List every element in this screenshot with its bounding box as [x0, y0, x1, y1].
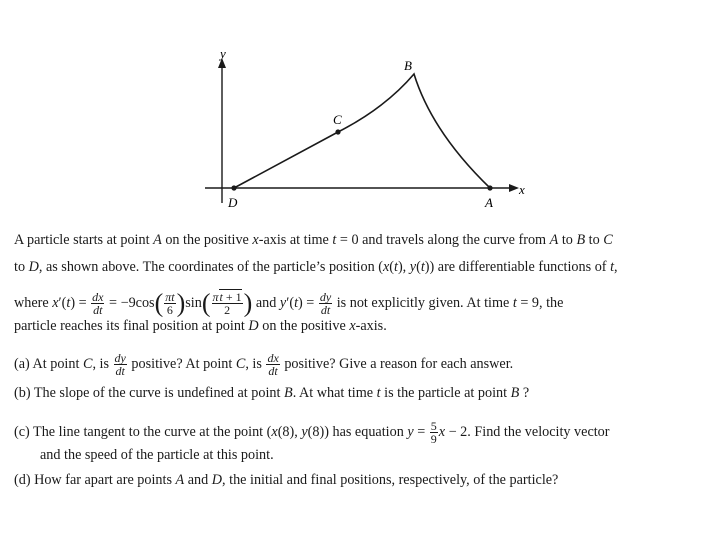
- part-b: (b) The slope of the curve is undefined at point B. At what time t is the particle at point B ?: [14, 385, 530, 401]
- particle-curve: [234, 74, 490, 188]
- part-c: (c) The line tangent to the curve at the point (x(8), y(8)) has equation y = $\frac{5}{9}$ x − 2. Find the velocity vector: [14, 419, 610, 446]
- label-D: D: [228, 195, 238, 210]
- label-A: A: [485, 195, 493, 210]
- problem-line-3: where x′(t) = $\frac{dx}{dt}$ = −9cos( $\frac{\pi t}{6}$ )sin( $\frac{\pi t + 1}{2}$ ) and y′(t) = $\frac{dy}{dt}$ is not explicitly given. At time t = 9, the: [14, 288, 564, 318]
- y-axis-label: y: [220, 46, 226, 61]
- label-B: B: [404, 58, 412, 73]
- problem-line-4: particle reaches its final position at point D on the positive x-axis.: [14, 318, 387, 334]
- point-A: [487, 185, 492, 190]
- problem-line-1: A particle starts at point A on the positive x-axis at time t = 0 and travels along the curve from A to B to C: [14, 232, 613, 248]
- point-C: [335, 129, 340, 134]
- part-c-continued: and the speed of the particle at this point.: [40, 447, 274, 463]
- point-D: [231, 185, 236, 190]
- x-axis: [205, 184, 519, 192]
- particle-path-figure: [0, 0, 728, 215]
- part-d: (d) How far apart are points A and D, the initial and final positions, respectively, of the particle?: [14, 472, 559, 488]
- label-C: C: [333, 112, 342, 127]
- problem-line-2: to D, as shown above. The coordinates of the particle’s position (x(t), y(t)) are differentiable functions of t,: [14, 259, 618, 275]
- part-a: (a) At point C, is $\frac{dy}{dt}$ positive? At point C, is $\frac{dx}{dt}$ positive? Give a reason for each answer.: [14, 351, 514, 378]
- y-axis: [218, 58, 226, 203]
- x-axis-label: x: [519, 182, 525, 197]
